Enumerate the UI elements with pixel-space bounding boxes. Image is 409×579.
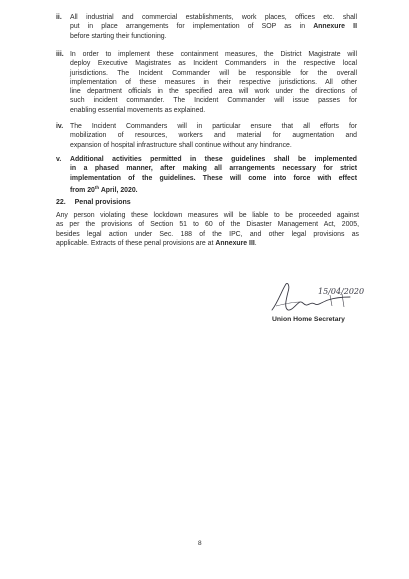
text-line: applicable. Extracts of these penal provisions are at Annexure III. (56, 239, 257, 247)
text-line: before starting their functioning. (70, 32, 167, 40)
text-line: besides legal action under Sec. 188 of the IPC, and other legal provisions as (56, 230, 359, 238)
text-line: jurisdictions. The Incident Commander will be responsible for the overall (70, 69, 357, 77)
signatory-designation: Union Home Secretary (272, 316, 345, 323)
handwritten-signature (270, 280, 380, 320)
text-line: All industrial and commercial establishments, work places, offices etc. shall (70, 14, 357, 21)
list-item-number: v. (56, 156, 62, 163)
text-line: Additional activities permitted in these guidelines shall be implemented (70, 156, 357, 163)
signature-date: 15/04/2020 (318, 287, 365, 296)
text-line: from 20th April, 2020. (70, 184, 138, 194)
list-item-iii (56, 50, 356, 118)
list-item-v (56, 155, 356, 195)
section-number: 22. (56, 199, 66, 206)
section-heading (56, 199, 131, 206)
list-item-iv (56, 122, 356, 152)
list-item-text (70, 155, 357, 195)
list-item-text (70, 122, 357, 150)
text-line: put in place arrangements for implementation of SOP as in Annexure II (70, 23, 357, 31)
text-line: in a phased manner, after making all arrangements necessary for strict (70, 165, 357, 173)
text-line: The Incident Commanders will in particular ensure that all efforts for (70, 123, 357, 130)
text-line: implementation of these measures in their respective jurisdictions. All other (70, 78, 357, 86)
text-line: such incident commander. The Incident Commander will issue passes for (70, 97, 357, 105)
text-line: expansion of hospital infrastructure shall continue without any hindrance. (70, 141, 292, 149)
list-item-number: iv. (56, 123, 64, 130)
text-line: as per the provisions of Section 51 to 60 of the Disaster Management Act, 2005, (56, 221, 359, 229)
text-line: Any person violating these lockdown measures will be liable to be proceeded against (56, 212, 359, 219)
section-title: Penal provisions (74, 199, 131, 206)
text-line: deploy Executive Magistrates as Incident Commanders in the respective local (70, 60, 357, 68)
text-line: implementation of the guidelines. These will come into force with effect (70, 174, 357, 182)
text-line: line department officials in the specified area will work under the directions of (70, 88, 357, 96)
list-item-ii (56, 13, 356, 43)
list-item-number: ii. (56, 14, 62, 21)
penal-provisions-paragraph (56, 211, 359, 248)
text-line: enabling essential movements as explained. (70, 106, 206, 114)
page-number: 8 (198, 540, 202, 547)
text-line: mobilization of resources, workers and material for augmentation and (70, 132, 357, 140)
list-item-text (70, 13, 357, 41)
list-item-text (70, 50, 357, 115)
text-line: In order to implement these containment measures, the District Magistrate will (70, 51, 357, 58)
list-item-number: iii. (56, 51, 64, 58)
